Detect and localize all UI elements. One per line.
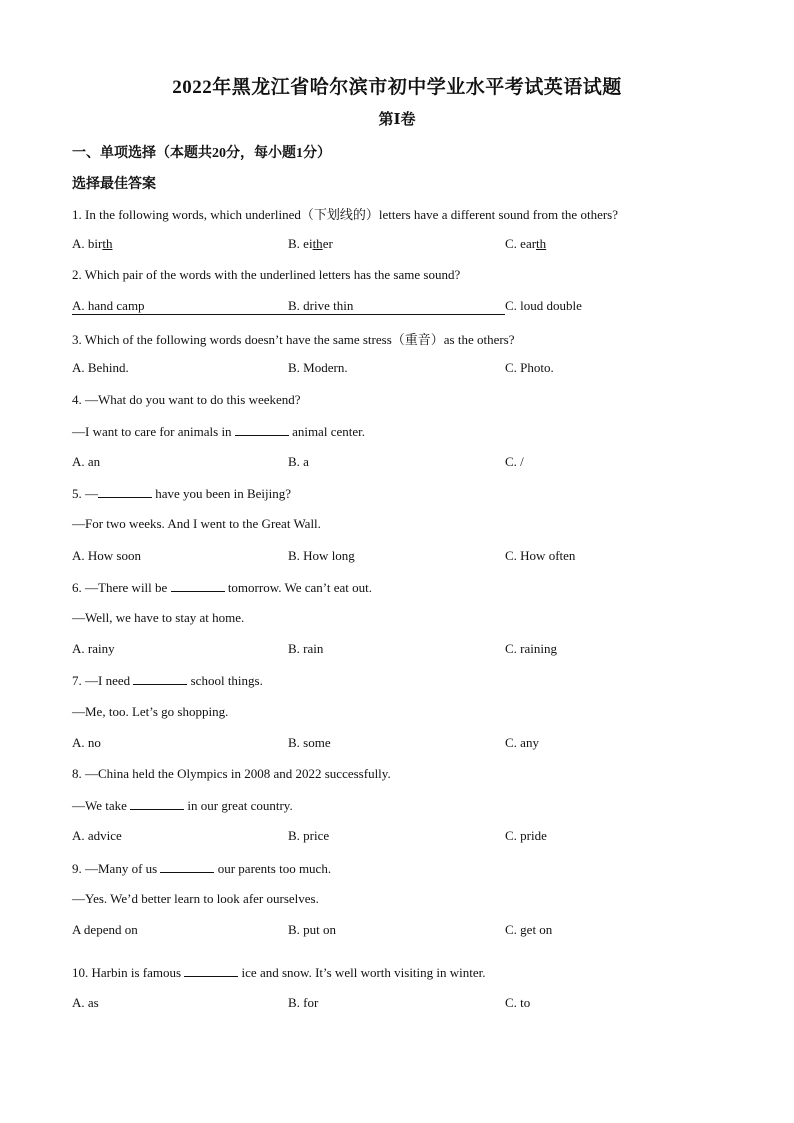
question-5-reply: —For two weeks. And I went to the Great Wall. xyxy=(72,516,321,531)
answer-blank xyxy=(171,579,225,592)
answer-blank xyxy=(133,672,187,685)
question-7: 7. —I need school things. xyxy=(72,673,263,688)
q2-option-a: A. hand camp xyxy=(72,298,288,315)
answer-blank xyxy=(160,860,214,873)
q3-option-b: B. Modern. xyxy=(288,360,348,375)
q6-option-c: C. raining xyxy=(505,641,557,656)
question-10: 10. Harbin is famous ice and snow. It’s well worth visiting in winter. xyxy=(72,965,486,980)
q6-option-b: B. rain xyxy=(288,641,324,656)
question-1: 1. In the following words, which underlined（下划线的）letters have a different sound from the others? xyxy=(72,207,618,222)
q4-option-c: C. / xyxy=(505,454,524,469)
q5-option-a: A. How soon xyxy=(72,548,141,563)
q8-option-a: A. advice xyxy=(72,828,122,843)
question-9: 9. —Many of us our parents too much. xyxy=(72,861,332,876)
question-4-reply: —I want to care for animals in animal center. xyxy=(72,424,365,439)
q5-option-c: C. How often xyxy=(505,548,576,563)
question-9-reply: —Yes. We’d better learn to look afer ourselves. xyxy=(72,891,319,906)
q8-option-b: B. price xyxy=(288,828,330,843)
subsection-heading: 选择最佳答案 xyxy=(72,177,156,192)
question-7-reply: —Me, too. Let’s go shopping. xyxy=(72,704,229,719)
q7-option-a: A. no xyxy=(72,735,101,750)
q3-option-c: C. Photo. xyxy=(505,360,554,375)
question-5: 5. — have you been in Beijing? xyxy=(72,486,291,501)
answer-blank xyxy=(235,423,289,436)
q10-option-a: A. as xyxy=(72,995,99,1010)
q10-option-c: C. to xyxy=(505,995,531,1010)
volume-heading: 第Ⅰ卷 xyxy=(378,112,416,128)
q7-option-c: C. any xyxy=(505,735,539,750)
question-2: 2. Which pair of the words with the underlined letters has the same sound? xyxy=(72,267,461,282)
q10-option-b: B. for xyxy=(288,995,319,1010)
q8-option-c: C. pride xyxy=(505,828,547,843)
q2-option-c: C. loud double xyxy=(505,298,582,313)
answer-blank xyxy=(184,964,238,977)
q5-option-b: B. How long xyxy=(288,548,355,563)
q4-option-a: A. an xyxy=(72,454,101,469)
answer-blank xyxy=(98,485,152,498)
question-4: 4. —What do you want to do this weekend? xyxy=(72,392,301,407)
q6-option-a: A. rainy xyxy=(72,641,115,656)
document-title: 2022年黑龙江省哈尔滨市初中学业水平考试英语试题 xyxy=(172,77,622,98)
q9-option-b: B. put on xyxy=(288,922,337,937)
question-8: 8. —China held the Olympics in 2008 and 2022 successfully. xyxy=(72,766,391,781)
q1-option-b: B. either xyxy=(288,236,333,251)
section-heading: 一、单项选择（本题共20分，每小题1分） xyxy=(72,146,331,161)
q3-option-a: A. Behind. xyxy=(72,360,129,375)
question-6: 6. —There will be tomorrow. We can’t eat out. xyxy=(72,580,373,595)
question-3: 3. Which of the following words doesn’t have the same stress（重音）as the others? xyxy=(72,332,515,347)
question-6-reply: —Well, we have to stay at home. xyxy=(72,610,245,625)
q7-option-b: B. some xyxy=(288,735,331,750)
q4-option-b: B. a xyxy=(288,454,309,469)
answer-blank xyxy=(130,797,184,810)
q9-option-c: C. get on xyxy=(505,922,553,937)
q1-option-c: C. earth xyxy=(505,236,547,251)
q1-option-a: A. birth xyxy=(72,236,113,251)
q2-option-b: B. drive thin xyxy=(288,298,505,315)
question-8-reply: —We take in our great country. xyxy=(72,798,293,813)
q9-option-a: A depend on xyxy=(72,922,138,937)
